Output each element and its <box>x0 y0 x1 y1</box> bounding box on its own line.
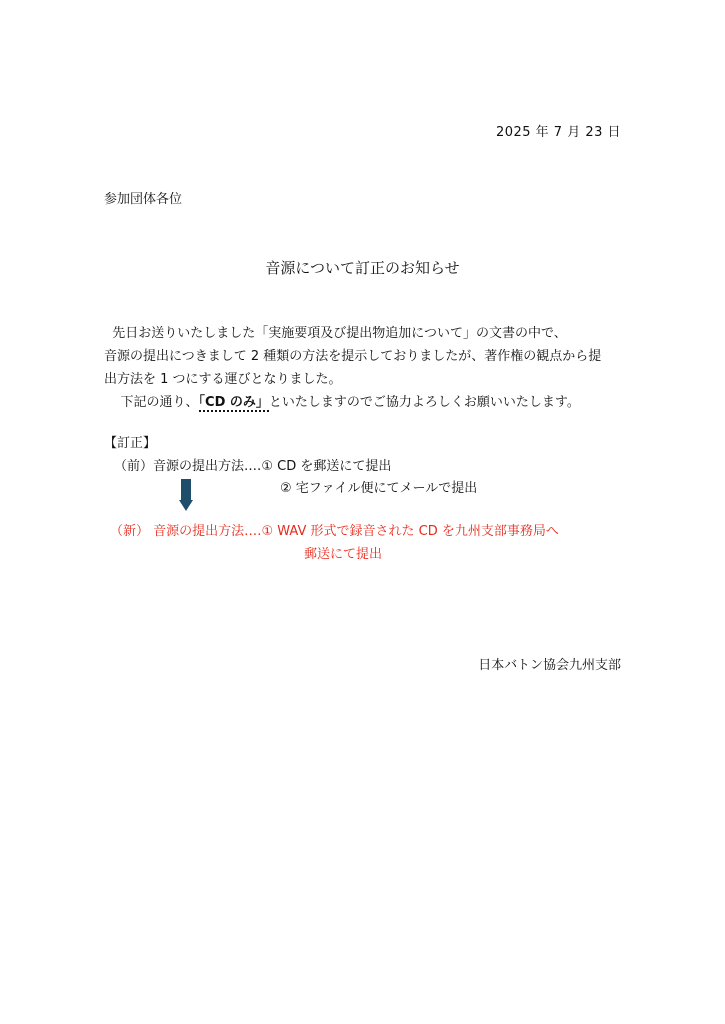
cd-only-emphasis: 「CD のみ」 <box>198 395 269 410</box>
correction-label: 【訂正】 <box>104 436 157 451</box>
down-arrow-icon <box>179 479 193 512</box>
new-method-line-2: 郵送にて提出 <box>304 547 383 562</box>
before-method-line-1: （前）音源の提出方法‥‥① CD を郵送にて提出 <box>114 459 392 474</box>
addressee: 参加団体各位 <box>104 192 183 207</box>
before-method-line-2: ② 宅ファイル便にてメールで提出 <box>280 481 478 496</box>
arrow-shaft <box>181 479 191 501</box>
body-line-4-suffix: といたしますのでご協力よろしくお願いいたします。 <box>268 395 580 410</box>
body-line-2: 音源の提出につきまして 2 種類の方法を提示しておりましたが、著作権の観点から提 <box>104 349 602 364</box>
body-line-4-prefix: 下記の通り、 <box>120 395 199 410</box>
body-line-1-text: 先日お送りいたしました「実施要項及び提出物追加について」の文書の中で、 <box>112 326 567 341</box>
new-method-line-1: （新） 音源の提出方法‥‥① WAV 形式で録音された CD を九州支部事務局へ <box>110 524 559 539</box>
signature: 日本バトン協会九州支部 <box>478 658 621 673</box>
body-text <box>104 322 624 414</box>
body-line-4 <box>104 391 624 414</box>
down-arrow-svg <box>179 479 193 512</box>
body-line-1 <box>104 322 624 345</box>
body-line-3: 出方法を 1 つにする運びとなりました。 <box>104 372 342 387</box>
page-title: 音源について訂正のお知らせ <box>265 259 460 277</box>
document-date: 2025 年 7 月 23 日 <box>495 125 621 140</box>
arrow-head <box>179 500 193 511</box>
